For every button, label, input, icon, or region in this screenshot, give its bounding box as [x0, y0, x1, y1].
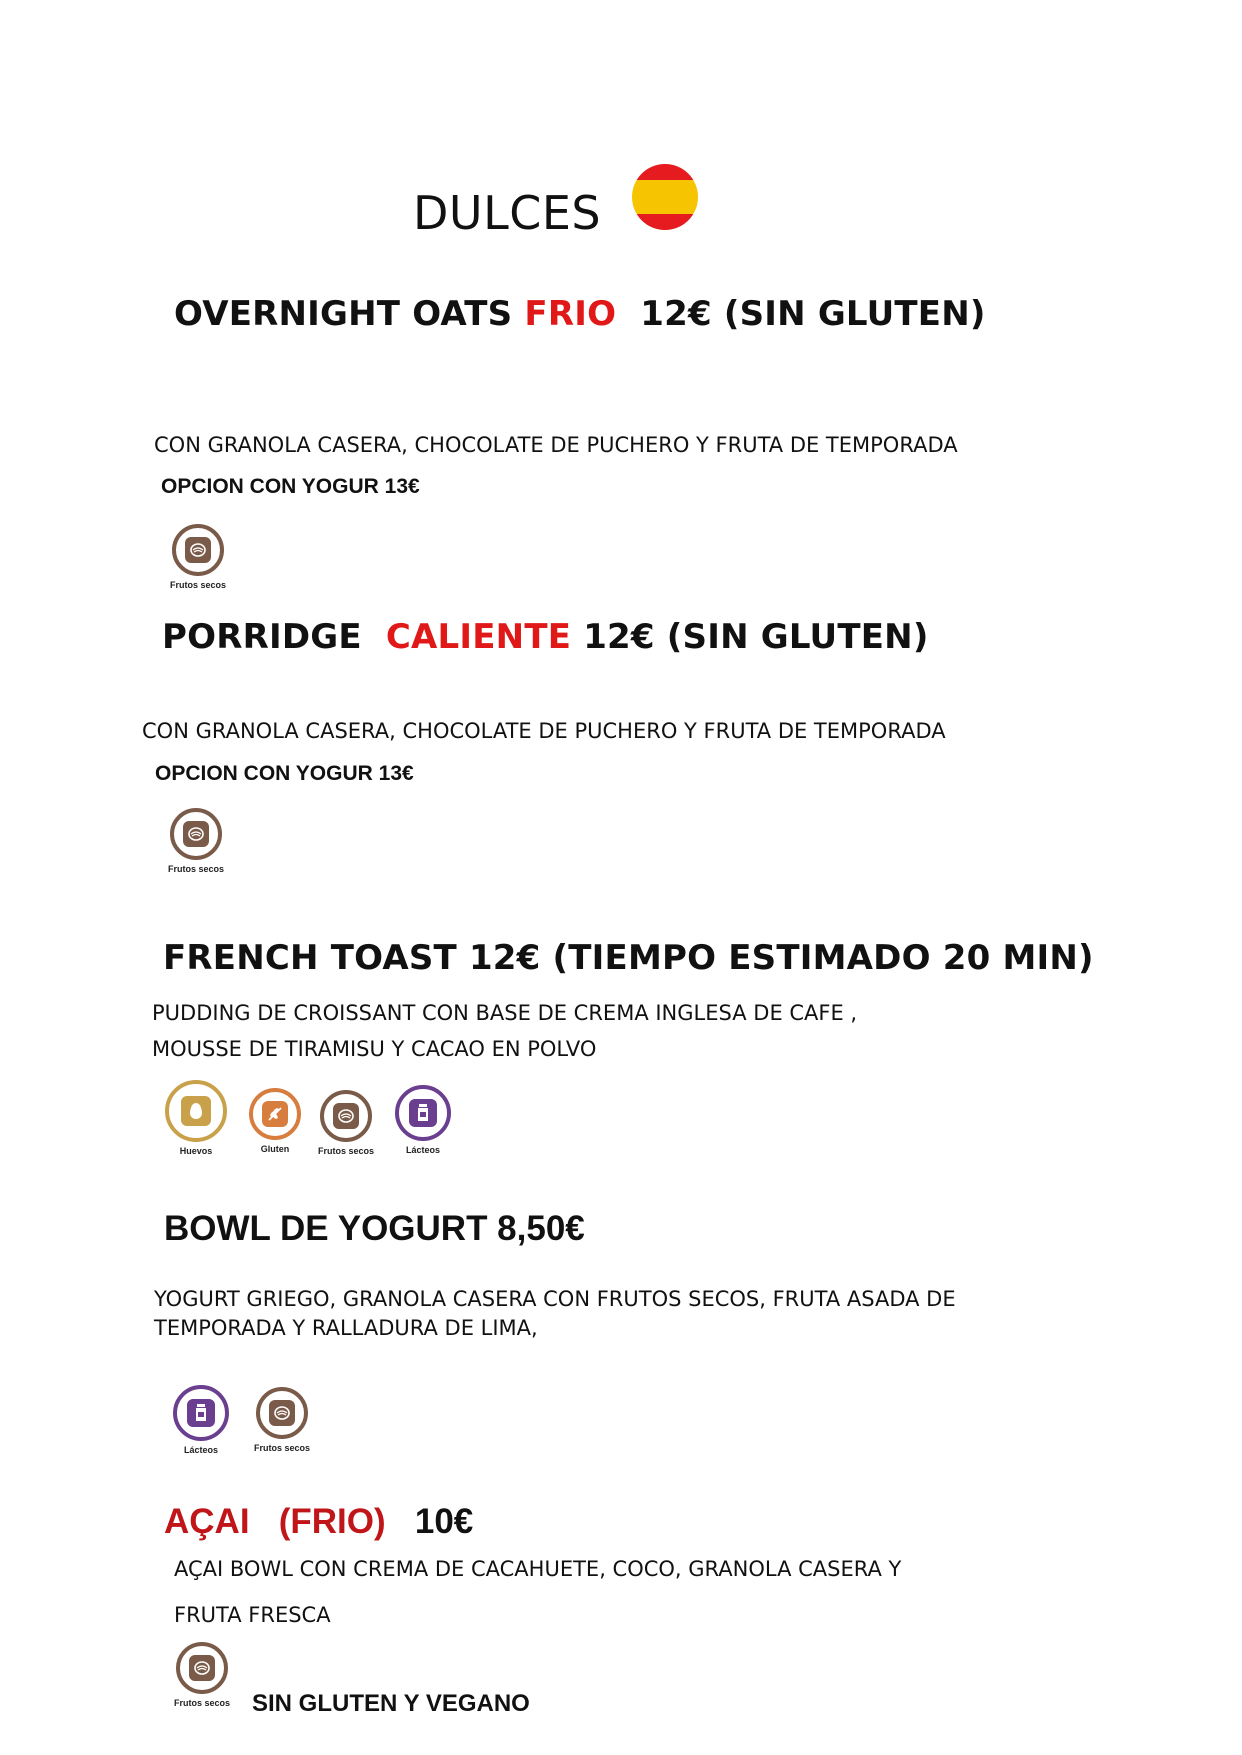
allergen-nuts	[162, 1642, 242, 1708]
allergen-nuts	[158, 524, 238, 590]
item-heading: FRENCH TOAST 12€ (TIEMPO ESTIMADO 20 MIN)	[163, 938, 1094, 978]
allergen-label: Lácteos	[183, 1445, 218, 1455]
item-name: PORRIDGE	[162, 617, 362, 657]
dairy-icon	[187, 1399, 215, 1427]
item-price: 12€ (SIN GLUTEN)	[640, 294, 986, 334]
nuts-icon	[189, 1655, 215, 1681]
allergen-nuts	[242, 1387, 322, 1453]
item-description: AÇAI BOWL CON CREMA DE CACAHUETE, COCO, GRANOLA CASERA Y	[174, 1557, 902, 1581]
allergen-label: Frutos secos	[169, 580, 227, 590]
item-heading: BOWL DE YOGURT 8,50€	[164, 1209, 585, 1248]
item-name: AÇAI	[164, 1502, 250, 1541]
allergen-egg	[156, 1080, 236, 1156]
item-heading	[162, 617, 929, 657]
item-tag: (FRIO)	[278, 1502, 386, 1541]
item-description: MOUSSE DE TIRAMISU Y CACAO EN POLVO	[152, 1037, 597, 1061]
nuts-icon	[333, 1103, 359, 1129]
nuts-icon	[185, 537, 211, 563]
item-description: TEMPORADA Y RALLADURA DE LIMA,	[154, 1316, 538, 1340]
allergen-label: Frutos secos	[253, 1443, 311, 1453]
item-price: 10€	[414, 1502, 474, 1541]
item-description: CON GRANOLA CASERA, CHOCOLATE DE PUCHERO Y FRUTA DE TEMPORADA	[142, 719, 946, 743]
page-title: DULCES	[413, 186, 602, 240]
allergen-label: Frutos secos	[167, 864, 225, 874]
item-heading	[174, 294, 986, 334]
item-description: PUDDING DE CROISSANT CON BASE DE CREMA INGLESA DE CAFE ,	[152, 1001, 858, 1025]
nuts-icon	[269, 1400, 295, 1426]
allergen-label: Huevos	[179, 1146, 213, 1156]
item-heading	[164, 1502, 473, 1542]
item-tag: FRIO	[524, 294, 617, 334]
dairy-icon	[409, 1099, 437, 1127]
item-name: OVERNIGHT OATS	[174, 294, 513, 334]
egg-icon	[181, 1096, 211, 1126]
allergen-label: Lácteos	[405, 1145, 440, 1155]
allergen-label: Frutos secos	[317, 1146, 375, 1156]
allergen-gluten	[235, 1088, 315, 1154]
gluten-icon	[262, 1101, 288, 1127]
allergen-nuts	[306, 1090, 386, 1156]
allergen-dairy	[161, 1385, 241, 1455]
item-option: OPCION CON YOGUR 13€	[161, 475, 420, 498]
item-tag: CALIENTE	[385, 617, 572, 657]
item-description: FRUTA FRESCA	[174, 1603, 331, 1627]
item-note: SIN GLUTEN Y VEGANO	[252, 1690, 530, 1717]
item-price: 12€ (SIN GLUTEN)	[583, 617, 929, 657]
allergen-label: Frutos secos	[173, 1698, 231, 1708]
nuts-icon	[183, 821, 209, 847]
allergen-label: Gluten	[260, 1144, 290, 1154]
allergen-dairy	[383, 1085, 463, 1155]
spain-flag-icon	[632, 164, 698, 230]
item-description: YOGURT GRIEGO, GRANOLA CASERA CON FRUTOS SECOS, FRUTA ASADA DE	[154, 1287, 956, 1311]
allergen-nuts	[156, 808, 236, 874]
item-description: CON GRANOLA CASERA, CHOCOLATE DE PUCHERO Y FRUTA DE TEMPORADA	[154, 433, 958, 457]
item-option: OPCION CON YOGUR 13€	[155, 762, 414, 785]
